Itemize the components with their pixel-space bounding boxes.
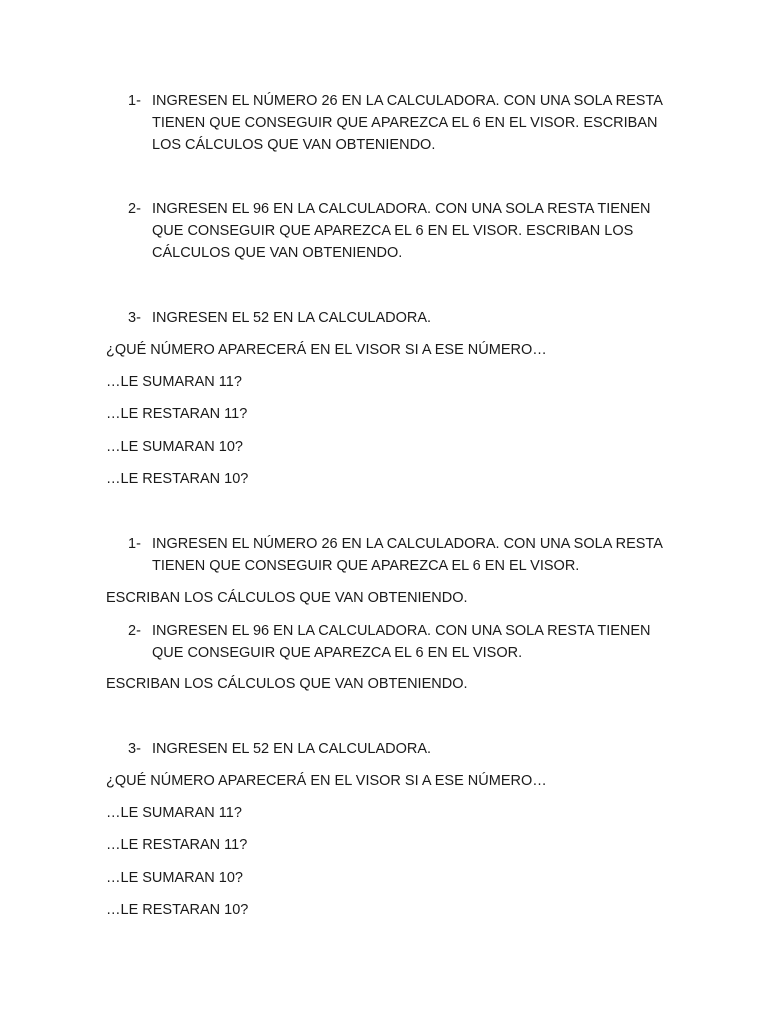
instruction-item-1: [128, 90, 668, 156]
instruction-item-3: [128, 738, 668, 760]
item-text: INGRESEN EL 96 EN LA CALCULADORA. CON UNA SOLA RESTA TIENEN QUE CONSEGUIR QUE APAREZCA EL 6 EN EL VISOR.: [152, 623, 651, 661]
question-text: ¿QUÉ NÚMERO APARECERÁ EN EL VISOR SI A ESE NÚMERO…: [106, 342, 547, 358]
option-text: …LE SUMARAN 10?: [106, 870, 243, 886]
item-text: INGRESEN EL NÚMERO 26 EN LA CALCULADORA. CON UNA SOLA RESTA TIENEN QUE CONSEGUIR QUE APAREZCA EL 6 EN EL VISOR. ESCRIBAN LOS CÁLCULOS QUE VAN OBTENIENDO.: [152, 93, 663, 153]
option-text: …LE RESTARAN 11?: [106, 406, 248, 422]
item-number: 1-: [128, 93, 141, 109]
question-text: ¿QUÉ NÚMERO APARECERÁ EN EL VISOR SI A ESE NÚMERO…: [106, 773, 547, 789]
instruction-item-2: [128, 620, 668, 664]
option-text: …LE SUMARAN 10?: [106, 439, 243, 455]
option-text: …LE SUMARAN 11?: [106, 374, 242, 390]
followup-text: ESCRIBAN LOS CÁLCULOS QUE VAN OBTENIENDO.: [106, 590, 468, 606]
item-number: 3-: [128, 741, 141, 757]
option-text: …LE RESTARAN 10?: [106, 471, 249, 487]
item-text: INGRESEN EL NÚMERO 26 EN LA CALCULADORA. CON UNA SOLA RESTA TIENEN QUE CONSEGUIR QUE APAREZCA EL 6 EN EL VISOR.: [152, 536, 663, 574]
instruction-item-1: [128, 533, 668, 577]
followup-text: ESCRIBAN LOS CÁLCULOS QUE VAN OBTENIENDO.: [106, 676, 468, 692]
option-text: …LE RESTARAN 10?: [106, 902, 249, 918]
item-text: INGRESEN EL 96 EN LA CALCULADORA. CON UNA SOLA RESTA TIENEN QUE CONSEGUIR QUE APAREZCA EL 6 EN EL VISOR. ESCRIBAN LOS CÁLCULOS QUE VAN OBTENIENDO.: [152, 201, 651, 261]
item-number: 1-: [128, 536, 141, 552]
instruction-item-3: [128, 307, 668, 329]
item-text: INGRESEN EL 52 EN LA CALCULADORA.: [152, 310, 432, 326]
instruction-item-2: [128, 198, 668, 264]
item-text: INGRESEN EL 52 EN LA CALCULADORA.: [152, 741, 432, 757]
item-number: 3-: [128, 310, 141, 326]
option-text: …LE RESTARAN 11?: [106, 837, 248, 853]
option-text: …LE SUMARAN 11?: [106, 805, 242, 821]
item-number: 2-: [128, 201, 141, 217]
item-number: 2-: [128, 623, 141, 639]
